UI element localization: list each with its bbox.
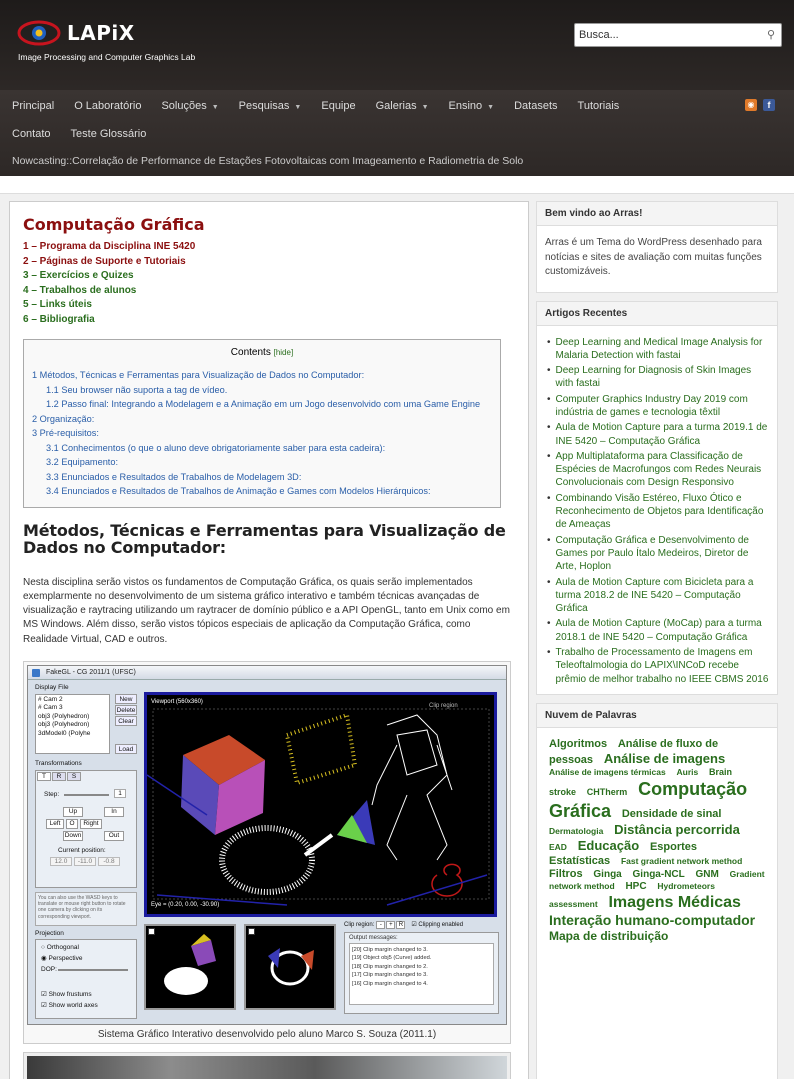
tag-link[interactable]: Hydrometeors assessment bbox=[549, 881, 715, 910]
course-link-2[interactable]: 2 – Páginas de Suporte e Tutoriais bbox=[23, 255, 186, 267]
chevron-down-icon: ▼ bbox=[211, 104, 219, 111]
tag-link[interactable]: Ginga-NCL bbox=[632, 868, 685, 880]
position-field[interactable]: 12.0 bbox=[50, 857, 72, 866]
output-panel bbox=[344, 932, 499, 1014]
display-file-item[interactable]: # Cam 2 bbox=[38, 695, 63, 703]
nav-item-label: O Laboratório bbox=[74, 100, 142, 112]
tag-link[interactable]: Análise de fluxo de pessoas bbox=[549, 737, 719, 767]
window-title: FakeGL - CG 2011/1 (UFSC) bbox=[46, 668, 136, 676]
search-box bbox=[574, 23, 782, 47]
current-position-label: Current position: bbox=[58, 846, 106, 854]
eye-coordinates: Eye = (0.20, 0.00, -30.90) bbox=[151, 901, 220, 908]
tag-link[interactable]: Análise de imagens bbox=[603, 751, 726, 767]
position-field[interactable]: -11.0 bbox=[74, 857, 96, 866]
course-link-4[interactable]: 4 – Trabalhos de alunos bbox=[23, 284, 137, 296]
nav-item-label: Datasets bbox=[514, 100, 558, 112]
chevron-down-icon: ▼ bbox=[487, 104, 495, 111]
content-top-strip bbox=[0, 176, 794, 194]
delete-button[interactable]: Delete bbox=[116, 706, 136, 714]
tag-link[interactable]: Distância percorrida bbox=[614, 822, 740, 838]
sidebar bbox=[536, 201, 778, 1079]
tag-link[interactable]: GNM bbox=[695, 868, 719, 880]
control-panel bbox=[35, 684, 138, 1014]
clip-region-label: Clip region bbox=[429, 702, 458, 709]
position-field[interactable]: -0.8 bbox=[98, 857, 120, 866]
nav-item-3[interactable] bbox=[239, 100, 302, 112]
output-message: [16] Clip margin changed to 4. bbox=[352, 980, 428, 987]
tag-link[interactable]: Auris bbox=[676, 767, 699, 778]
recent-post-link[interactable]: • Aula de Motion Capture com Bicicleta para a turma 2018.2 de INE 5420 – Computação Gráfica bbox=[543, 576, 769, 616]
search-input[interactable] bbox=[579, 24, 759, 46]
tag-link[interactable]: Densidade de sinal bbox=[621, 807, 722, 820]
in-button[interactable]: In bbox=[104, 807, 124, 817]
up-button[interactable]: Up bbox=[63, 807, 83, 817]
tag-link[interactable]: Filtros bbox=[549, 867, 583, 880]
output-message: [20] Clip margin changed to 3. bbox=[352, 946, 428, 953]
logo-subtitle: Image Processing and Computer Graphics Lab bbox=[18, 52, 196, 62]
display-file-list[interactable] bbox=[35, 694, 110, 754]
recent-post-link[interactable]: • Deep Learning for Diagnosis of Skin Images with fastai bbox=[543, 364, 769, 391]
transformations-label: Transformations bbox=[35, 759, 82, 767]
toc-item[interactable]: 3.1 Conhecimentos (o que o aluno deve obrigatoriamente saber para esta cadeira): bbox=[46, 442, 386, 453]
transformations-box bbox=[35, 770, 137, 888]
section-heading: Métodos, Técnicas e Ferramentas para Visualização de Dados no Computador: bbox=[23, 520, 506, 557]
nav-item-7[interactable] bbox=[514, 100, 557, 112]
recent-post-link[interactable]: • Computer Graphics Industry Day 2019 com indústria de games e tecnologia têxtil bbox=[543, 393, 769, 420]
output-message: [19] Object obj5 (Curve) added. bbox=[352, 955, 432, 962]
step-value[interactable]: 1 bbox=[114, 789, 126, 798]
tag-link[interactable]: Algoritmos bbox=[549, 737, 608, 750]
projection-label: Projection bbox=[35, 929, 64, 937]
nav-item-label: Pesquisas bbox=[238, 100, 290, 112]
eye-logo-icon bbox=[17, 20, 61, 46]
tag-cloud-title: Nuvem de Palavras bbox=[537, 704, 777, 728]
dop-slider[interactable] bbox=[58, 969, 128, 971]
output-messages[interactable] bbox=[349, 943, 494, 1005]
rss-icon[interactable]: ◉ bbox=[745, 99, 757, 111]
orthogonal-radio[interactable]: ○ Orthogonal bbox=[41, 943, 79, 951]
scene-render bbox=[147, 695, 494, 914]
table-of-contents bbox=[23, 339, 501, 508]
figure-screenshot bbox=[23, 661, 511, 1044]
left-button[interactable]: Left bbox=[46, 819, 64, 829]
chevron-down-icon: ▼ bbox=[421, 104, 429, 111]
nav-item-1[interactable] bbox=[74, 100, 141, 112]
show-frustums-checkbox[interactable]: ☑ Show frustums bbox=[41, 990, 92, 998]
nav-item-2[interactable] bbox=[161, 100, 218, 112]
tag-link[interactable]: CHTherm bbox=[586, 787, 628, 798]
main-navigation bbox=[0, 90, 794, 176]
clip-button[interactable]: R bbox=[396, 921, 405, 929]
toc-hide-link[interactable]: [hide] bbox=[273, 348, 294, 357]
viewport-label: Viewport (560x360) bbox=[151, 698, 203, 705]
clipping-enabled-checkbox[interactable]: ☑ Clipping enabled bbox=[411, 922, 464, 929]
toc-item[interactable]: 1.2 Passo final: Integrando a Modelagem e a Animação em um Jogo desenvolvido com uma Game Engine bbox=[46, 399, 481, 409]
welcome-title: Bem vindo ao Arras! bbox=[537, 202, 777, 226]
toc-item[interactable]: 1.1 Seu browser não suporta a tag de vídeo. bbox=[46, 384, 228, 395]
display-file-label: Display File bbox=[35, 683, 69, 691]
window-titlebar bbox=[28, 666, 507, 680]
course-link-1[interactable]: 1 – Programa da Disciplina INE 5420 bbox=[23, 241, 196, 252]
facebook-icon[interactable]: f bbox=[763, 99, 775, 111]
tag-link[interactable]: HPC bbox=[625, 881, 647, 893]
step-slider[interactable] bbox=[64, 794, 109, 796]
toc-item[interactable]: 3.3 Enunciados e Resultados de Trabalhos de Modelagem 3D: bbox=[46, 471, 302, 482]
tag-link[interactable]: Esportes bbox=[649, 841, 698, 854]
toc-item[interactable]: 3.4 Enunciados e Resultados de Trabalhos de Animação e Games com Modelos Hierárquicos: bbox=[46, 486, 431, 496]
tag-link[interactable]: Dermatologia bbox=[549, 826, 604, 837]
camera-viewport-3[interactable] bbox=[244, 924, 336, 1010]
hint-text: You can also use the WASD keys to translate or mouse right button to rotate one camera by clicking on its corresponding viewport. bbox=[35, 892, 137, 926]
tag-link[interactable]: Computação Gráfica bbox=[549, 779, 748, 821]
transform-tab-S[interactable]: S bbox=[67, 772, 81, 781]
clip-button[interactable]: + bbox=[386, 921, 395, 929]
fakegl-screenshot bbox=[27, 665, 507, 1025]
load-button[interactable]: Load bbox=[115, 744, 137, 754]
chevron-down-icon: ▼ bbox=[294, 104, 302, 111]
recent-posts-widget bbox=[536, 301, 778, 695]
clip-region-controls: Clip region: - + R ☑ Clipping enabled bbox=[344, 921, 464, 929]
display-file-item[interactable]: # Cam 3 bbox=[38, 704, 63, 712]
nav-item-label: Galerias bbox=[375, 100, 417, 112]
origin-button[interactable]: O bbox=[66, 819, 78, 829]
app-icon bbox=[32, 669, 40, 677]
welcome-widget bbox=[536, 201, 778, 293]
tag-link[interactable]: Gradient network method bbox=[549, 868, 765, 892]
nav-item-row2-0[interactable]: Contato bbox=[12, 128, 51, 140]
logo-title: LAPiX bbox=[67, 21, 135, 45]
nav-item-label: Tutoriais bbox=[577, 100, 620, 112]
toc-item[interactable]: 2 Organização: bbox=[32, 413, 95, 424]
camera-2-checkbox[interactable] bbox=[148, 928, 155, 935]
social-links bbox=[745, 99, 775, 111]
tag-link[interactable]: EAD bbox=[549, 842, 567, 853]
nav-item-label: Principal bbox=[12, 100, 55, 112]
main-viewport[interactable] bbox=[144, 692, 497, 917]
recent-post-link[interactable]: • Computação Gráfica e Desenvolvimento de Games por Paulo Ítalo Medeiros, Diretor de Arte, Hoplon bbox=[543, 534, 769, 574]
display-file-item[interactable]: 3dModel0 (Polyhe bbox=[38, 729, 91, 737]
right-button[interactable]: Right bbox=[80, 819, 102, 829]
out-button[interactable]: Out bbox=[104, 831, 124, 841]
tag-link[interactable]: Brain stroke bbox=[549, 767, 733, 798]
transform-tab-T[interactable]: T bbox=[37, 772, 51, 781]
tag-link[interactable]: Mapa de distribuição bbox=[549, 929, 669, 944]
new-button[interactable]: New bbox=[115, 694, 137, 704]
course-link-6[interactable]: 6 – Bibliografia bbox=[23, 313, 95, 325]
clear-button[interactable]: Clear bbox=[115, 716, 137, 726]
nav-item-4[interactable] bbox=[321, 100, 355, 112]
output-label: Output messages: bbox=[349, 934, 398, 941]
page-title: Computação Gráfica bbox=[23, 215, 205, 234]
figure-caption: Sistema Gráfico Interativo desenvolvido pelo aluno Marco S. Souza (2011.1) bbox=[97, 1028, 437, 1040]
toc-item[interactable]: 1 Métodos, Técnicas e Ferramentas para Visualização de Dados no Computador: bbox=[32, 370, 365, 380]
tag-link[interactable]: Fast gradient network method bbox=[620, 855, 743, 866]
dop-label: DOP: bbox=[41, 965, 57, 973]
intro-paragraph: Nesta disciplina serão vistos os fundamentos de Computação Gráfica, os quais serão implementados exemplarmente no desenvolvimento de um sistema gráfico interativo e também técnicas avançadas de visualização e raytracing utilizando um raytracer de domínio público e a API OpenGL, tanto em Unix como em MS Windows. Além disso, serão vistos tópicos especiais de aplicação da Computação Gráfica, como Realidade Virtual, CAD e outros. bbox=[23, 576, 510, 645]
display-file-item[interactable]: obj3 (Polyhedron) bbox=[38, 721, 90, 729]
recent-posts-title: Artigos Recentes bbox=[537, 302, 777, 326]
output-message: [17] Clip margin changed to 3. bbox=[352, 972, 428, 979]
tag-link[interactable]: Imagens Médicas bbox=[608, 894, 741, 912]
nav-item-5[interactable] bbox=[376, 100, 429, 112]
tag-link[interactable]: Educação bbox=[577, 838, 640, 854]
tag-link[interactable]: Estatísticas bbox=[549, 854, 611, 867]
recent-post-link[interactable]: • Aula de Motion Capture (MoCap) para a turma 2018.1 de INE 5420 – Computação Gráfica bbox=[543, 617, 769, 644]
tag-link[interactable]: Análise de imagens térmicas bbox=[549, 767, 666, 778]
recent-post-link[interactable]: • App Multiplataforma para Classificação de Espécies de Macrofungos com Redes Neurais Convolucionais com Design Responsivo bbox=[543, 450, 769, 490]
camera-viewport-2[interactable] bbox=[144, 924, 236, 1010]
camera-3-checkbox[interactable] bbox=[248, 928, 255, 935]
toc-item[interactable]: 3.2 Equipamento: bbox=[46, 457, 119, 467]
site-logo[interactable] bbox=[17, 20, 135, 46]
nav-item-label: Soluções bbox=[161, 100, 207, 112]
nav-item-8[interactable] bbox=[578, 100, 620, 112]
second-figure bbox=[23, 1052, 511, 1079]
nav-item-6[interactable] bbox=[449, 100, 495, 112]
camera-3-render bbox=[246, 926, 334, 1008]
recent-post-link[interactable]: • Aula de Motion Capture para a turma 2019.1 de INE 5420 – Computação Gráfica bbox=[543, 421, 769, 448]
nav-item-label: Ensino bbox=[448, 100, 483, 112]
transform-tab-R[interactable]: R bbox=[52, 772, 66, 781]
perspective-radio[interactable]: ◉ Perspective bbox=[41, 954, 83, 962]
toc-header bbox=[32, 347, 492, 358]
down-button[interactable]: Down bbox=[64, 831, 82, 839]
recent-post-link[interactable]: • Combinando Visão Estéreo, Fluxo Ótico e Reconhecimento de Objetos para Identificação de Ameaças bbox=[543, 492, 769, 532]
toc-title: Contents bbox=[230, 347, 271, 358]
search-icon[interactable]: ⚲ bbox=[766, 29, 775, 41]
clip-button[interactable]: - bbox=[376, 921, 385, 929]
tag-link[interactable]: Interação humano-computador bbox=[549, 912, 756, 929]
output-message: [18] Clip margin changed to 2. bbox=[352, 963, 428, 970]
tag-cloud-widget bbox=[536, 703, 778, 1079]
tag-link[interactable]: Ginga bbox=[593, 868, 622, 880]
step-label: Step: bbox=[44, 790, 60, 798]
course-link-5[interactable]: 5 – Links úteis bbox=[23, 299, 92, 310]
projection-box bbox=[35, 939, 137, 1019]
show-world-axes-checkbox[interactable]: ☑ Show world axes bbox=[41, 1001, 98, 1009]
welcome-text: Arras é um Tema do WordPress desenhado para notícias e sites de avaliação com muitas funções customizáveis. bbox=[545, 237, 762, 277]
display-file-item[interactable]: obj3 (Polyhedron) bbox=[38, 712, 90, 720]
course-link-3[interactable]: 3 – Exercícios e Quizes bbox=[23, 270, 134, 281]
nav-item-0[interactable] bbox=[12, 100, 54, 112]
recent-post-link[interactable]: • Deep Learning and Medical Image Analysis for Malaria Detection with fastai bbox=[543, 336, 769, 363]
nav-item-row2-1[interactable]: Teste Glossário bbox=[70, 128, 147, 140]
second-figure-image bbox=[27, 1056, 507, 1079]
news-ticker[interactable]: Nowcasting::Correlação de Performance de Estações Fotovoltaicas com Imageamento e Radiometria de Solo bbox=[12, 155, 524, 167]
nav-item-label: Equipe bbox=[321, 100, 356, 112]
camera-2-render bbox=[146, 926, 234, 1008]
course-menu bbox=[23, 240, 515, 327]
site-header bbox=[0, 0, 794, 90]
toc-item[interactable]: 3 Pré-requisitos: bbox=[32, 428, 99, 438]
main-content bbox=[9, 201, 529, 1079]
recent-post-link[interactable]: • Trabalho de Processamento de Imagens em Teleoftalmologia do LAPIX\INCoD recebe prêmio de melhor trabalho no IEEE CBMS 2016 bbox=[543, 646, 769, 686]
